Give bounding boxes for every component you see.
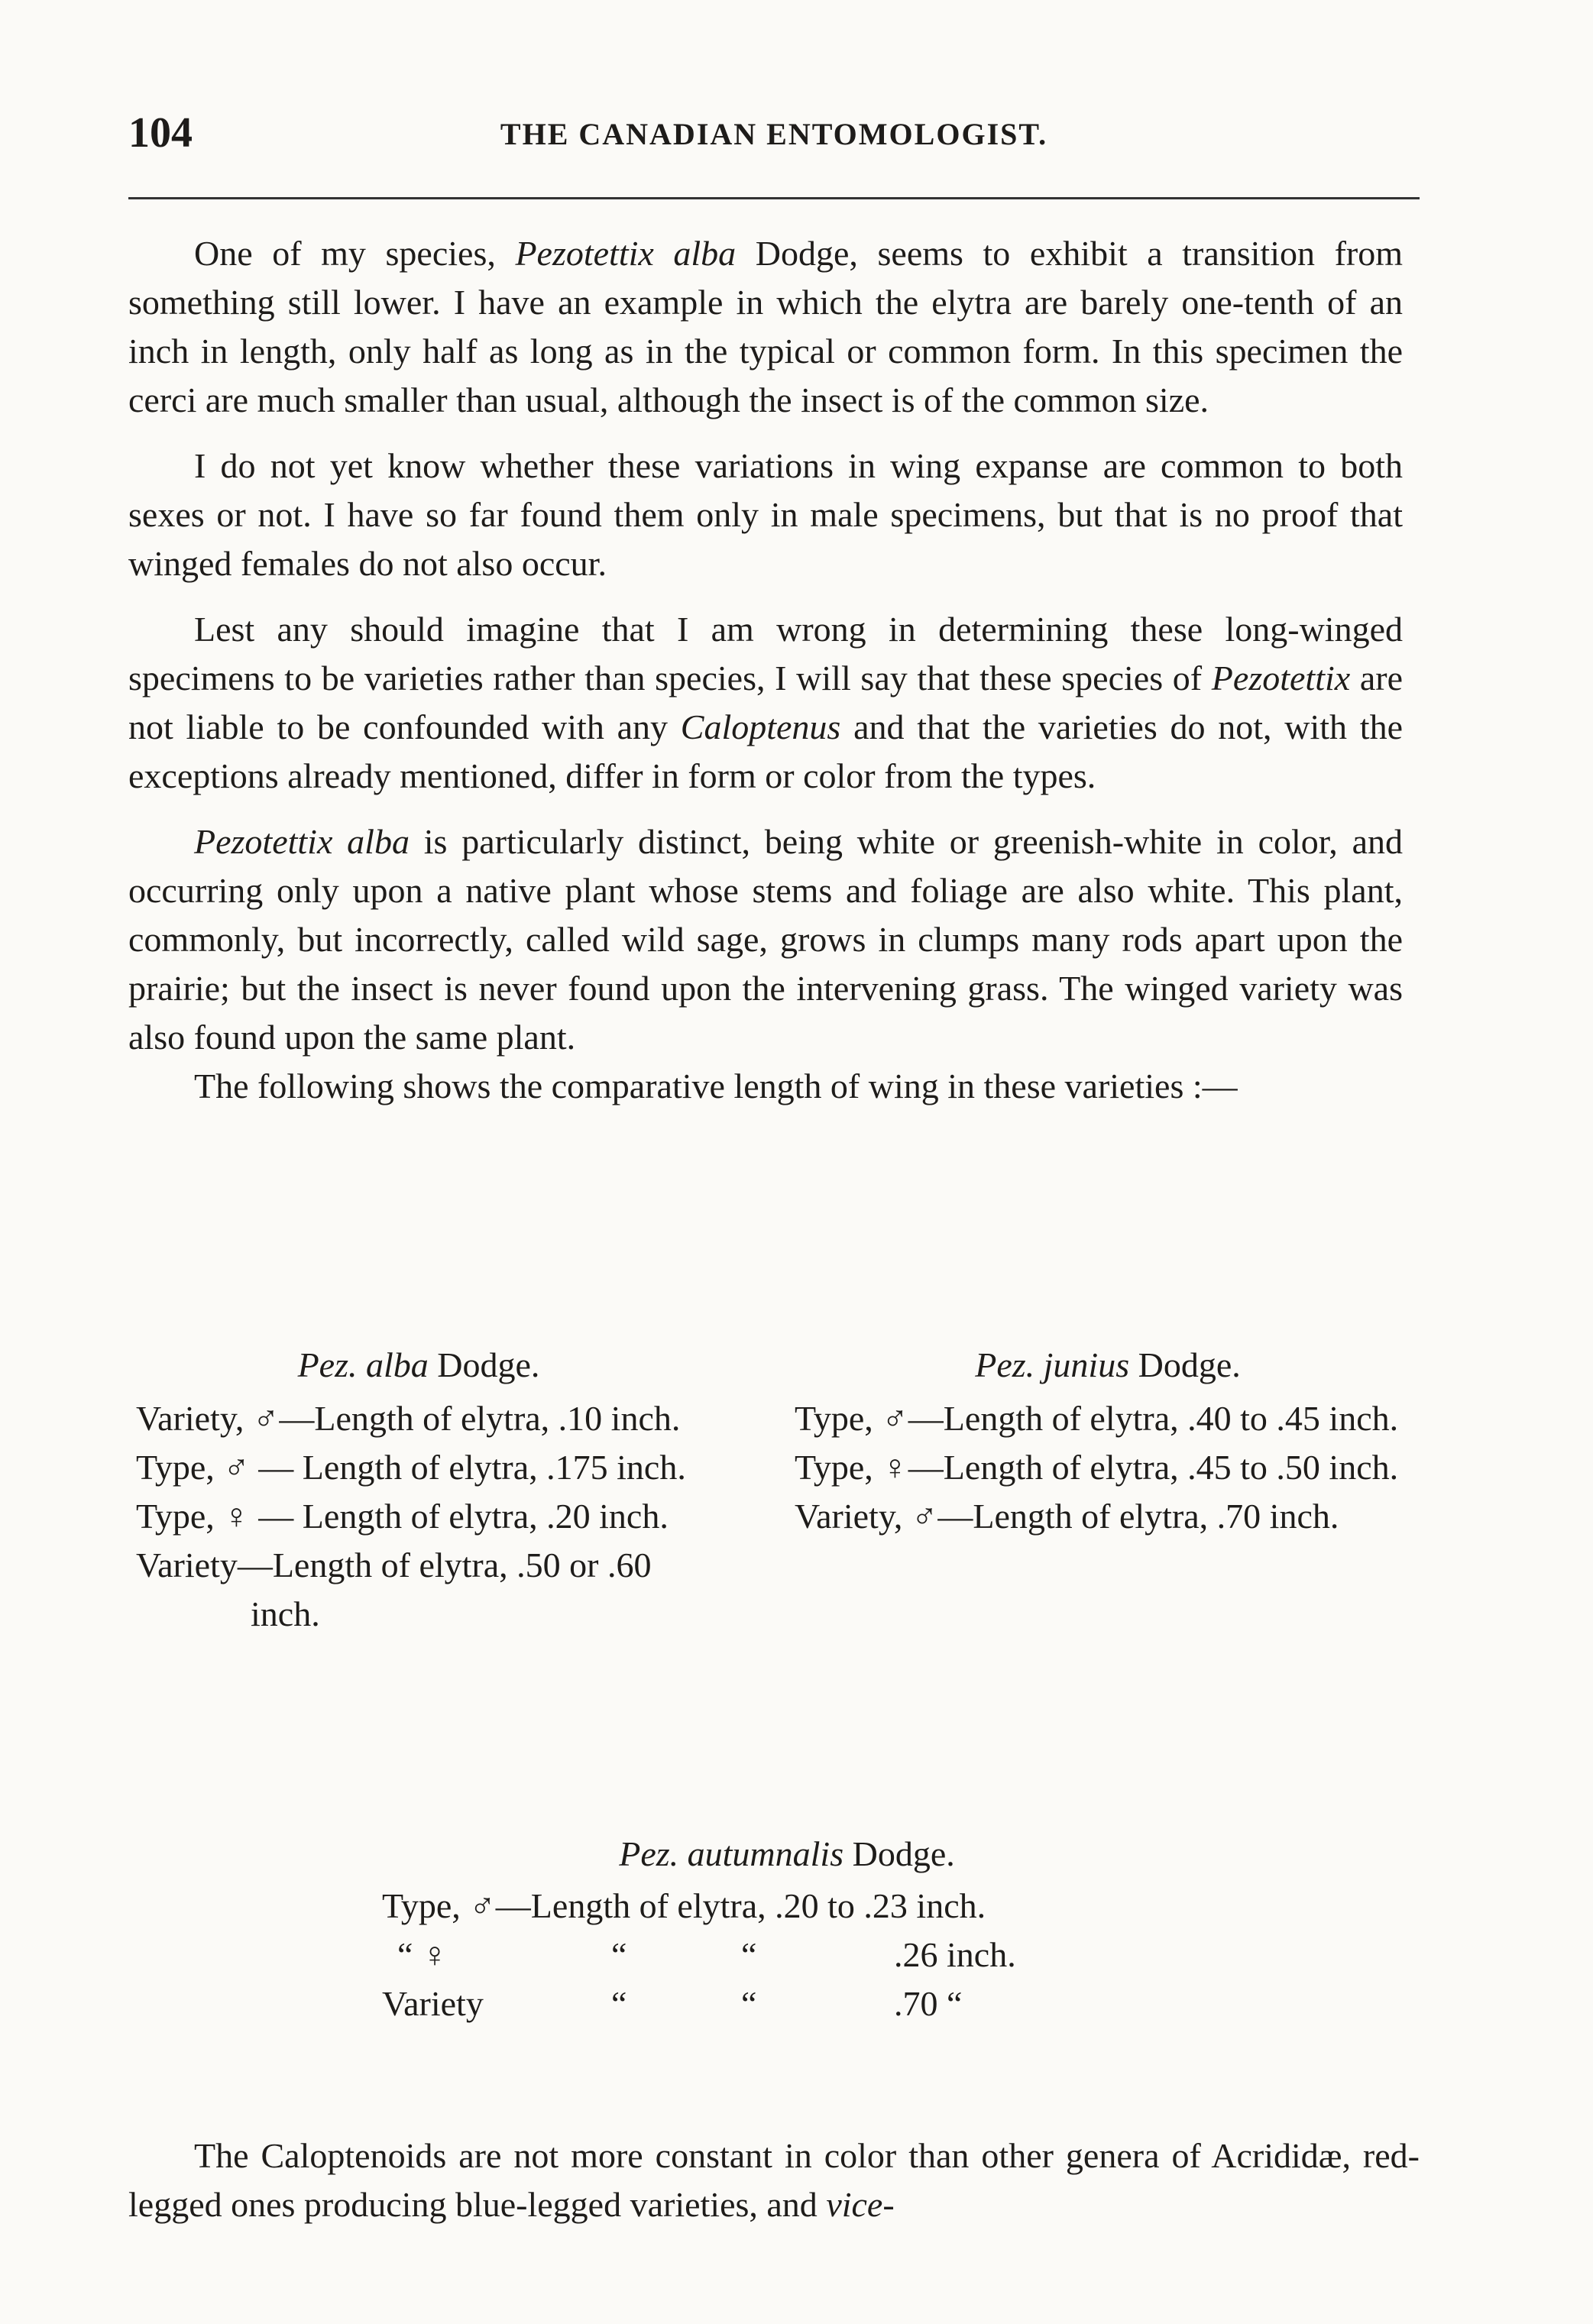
autumnalis-row: Type, ♂—Length of elytra, .20 to .23 inch. (382, 1886, 986, 1925)
body-text (128, 229, 1403, 1128)
genus-name: Caloptenus (680, 707, 841, 746)
alba-entry: Type, ♀ — Length of elytra, .20 inch. (136, 1497, 669, 1536)
alba-entry: Variety—Length of elytra, .50 or .60 inch. (136, 1546, 652, 1633)
paragraph-3: Lest any should imagine that I am wrong in determining these long-winged specimens to be varieties rather than species, I will say that these species of Pezotettix are not liable to be confounded with any Caloptenus and that the varieties do not, with the exceptions already mentioned, differ in form or color from the types. (128, 610, 1404, 795)
running-title: THE CANADIAN ENTOMOLOGIST. (500, 117, 1048, 151)
autumnalis-row: Variety “ “ .70 “ (382, 1984, 963, 2023)
genus-name: Pezotettix (1211, 659, 1351, 698)
alba-column (136, 1341, 701, 1639)
species-name: Pezotettix alba (194, 822, 410, 861)
autumnalis-heading: Pez. autumnalis Dodge. (619, 1834, 955, 1873)
page-number: 104 (128, 109, 193, 157)
alba-entry: Variety, ♂—Length of elytra, .10 inch. (136, 1399, 681, 1438)
alba-heading: Pez. alba Dodge. (297, 1345, 540, 1384)
paragraph-4: Pezotettix alba is particularly distinct, being white or greenish-white in color, and occurring only upon a native plant whose stems and foliage are also white. This plant, commonly, but incorrectly, called wild sage, grows in clumps many rods apart upon the prairie; but the insect is never found upon the intervening grass. The winged variety was also found upon the same plant. (128, 822, 1403, 1057)
page-header (128, 108, 1420, 162)
paragraph-5: The following shows the comparative length of wing in these varieties :— (194, 1067, 1238, 1105)
closing-paragraph: The Caloptenoids are not more constant in color than other genera of Acrididæ, red-legged ones producing blue-legged varieties, and vice- (128, 2136, 1420, 2224)
junius-heading: Pez. junius Dodge. (975, 1345, 1241, 1384)
paragraph-1: One of my species, Pezotettix alba Dodge, seems to exhibit a transition from something still lower. I have an example in which the elytra are barely one-tenth of an inch in length, only half as long as in the typical or common form. In this specimen the cerci are much smaller than usual, although the insect is of the common size. (128, 234, 1403, 419)
alba-entry: Type, ♂ — Length of elytra, .175 inch. (136, 1448, 686, 1487)
species-name: Pezotettix alba (515, 234, 737, 273)
junius-entry: Variety, ♂—Length of elytra, .70 inch. (795, 1497, 1339, 1536)
header-rule (128, 197, 1420, 199)
junius-column (795, 1341, 1421, 1541)
junius-entry: Type, ♂—Length of elytra, .40 to .45 inch. (795, 1399, 1399, 1438)
autumnalis-table (382, 1830, 1222, 2028)
autumnalis-row: “ ♀ “ “ .26 inch. (397, 1935, 1016, 1974)
paragraph-2: I do not yet know whether these variations in wing expanse are common to both sexes or not. I have so far found them only in male specimens, but that is no proof that winged females do not also occur. (128, 446, 1403, 583)
junius-entry: Type, ♀—Length of elytra, .45 to .50 inch. (795, 1448, 1399, 1487)
